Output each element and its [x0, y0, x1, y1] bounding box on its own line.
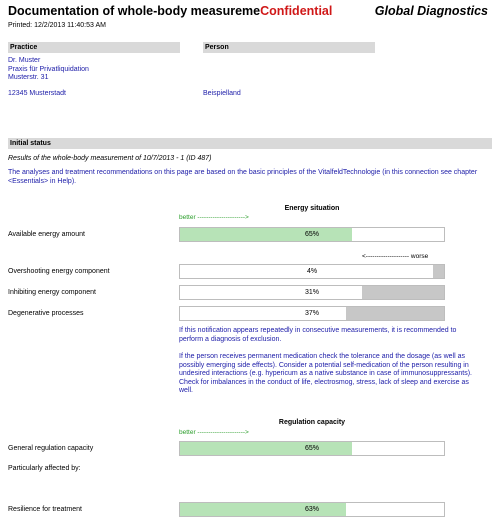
bar-value: 31%	[304, 289, 319, 296]
energy-better-label: better ---------------------->	[179, 214, 249, 221]
document-title	[8, 4, 332, 18]
practice-type: Praxis für Privatliquidation	[8, 65, 89, 73]
person-name: Beispielland	[203, 90, 241, 97]
confidential-watermark: Confidential	[260, 4, 333, 18]
energy-situation-title: Energy situation	[284, 205, 340, 212]
title-text: Documentation of whole-body measureme	[8, 4, 261, 18]
brand-name: Global Diagnostics	[374, 4, 488, 18]
bar-value: 65%	[304, 231, 319, 238]
practice-street: Musterstr. 31	[8, 74, 49, 81]
practice-city: 12345 Musterstadt	[8, 90, 66, 97]
inhibiting-energy-bar	[179, 285, 445, 300]
bar-value: 37%	[304, 310, 319, 317]
resilience-label: Resilience for treatment	[8, 506, 82, 513]
regulation-capacity-title: Regulation capacity	[278, 419, 346, 426]
energy-row-label-0: Available energy amount	[8, 231, 85, 238]
initial-status-heading: Initial status	[8, 138, 492, 149]
practice-address	[8, 57, 89, 83]
energy-row-label-3: Degenerative processes	[8, 310, 84, 317]
energy-row-label-2: Inhibiting energy component	[8, 289, 96, 296]
resilience-bar	[179, 502, 445, 517]
degenerative-processes-bar	[179, 306, 445, 321]
printed-timestamp: Printed: 12/2/2013 11:40:53 AM	[8, 22, 106, 29]
results-line: Results of the whole-body measurement of 10/7/2013 - 1 (ID 487)	[8, 155, 212, 162]
regulation-better-label: better ---------------------->	[179, 429, 249, 436]
general-regulation-bar	[179, 441, 445, 456]
practice-heading: Practice	[8, 42, 180, 53]
energy-row-label-1: Overshooting energy component	[8, 268, 110, 275]
bar-value: 65%	[304, 445, 319, 452]
affected-by-label: Particularly affected by:	[8, 465, 81, 472]
practice-name: Dr. Muster	[8, 57, 41, 64]
bar-value: 4%	[306, 268, 318, 275]
available-energy-bar	[179, 227, 445, 242]
energy-note-exclusion: If this notification appears repeatedly in consecutive measurements, it is recommended to perform a diagnosis of exclusion.	[179, 327, 457, 343]
energy-note-medication: If the person receives permanent medication check the tolerance and the dosage (as well as possibly emerging side effects). Consider a potential self-medication of the person resulting in undesired interactions (e.g. hypericum as a native substance in case of immunosuppressants). Check for imbalances in the conduct of life, electrosmog, stress, lack of sleep and exercise as well.	[179, 353, 472, 394]
overshooting-energy-bar	[179, 264, 445, 279]
person-heading: Person	[203, 42, 375, 53]
bar-value: 63%	[304, 506, 319, 513]
energy-worse-label: <-------------------- worse	[362, 253, 429, 260]
analyses-note: The analyses and treatment recommendations on this page are based on the basic principles of the VitalfeldTechnologie (in this connection see chapter <Essentials> in Help).	[8, 169, 478, 185]
general-regulation-label: General regulation capacity	[8, 445, 94, 452]
